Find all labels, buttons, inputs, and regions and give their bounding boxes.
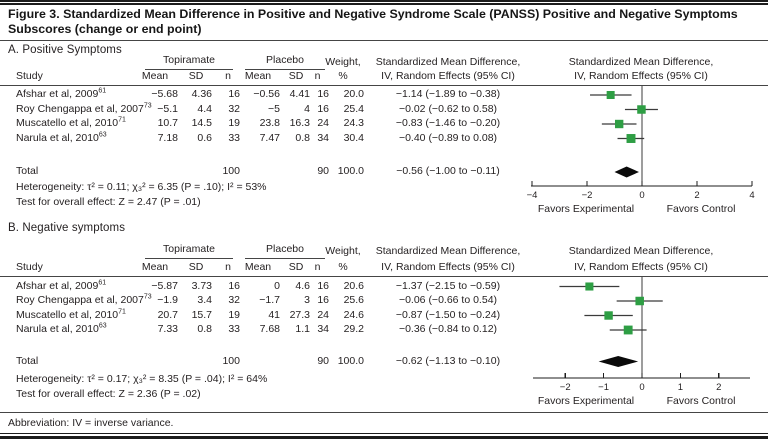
overall-effect-text: Test for overall effect: Z = 2.36 (P = .02) [16,388,201,400]
heterogeneity-text: Heterogeneity: τ² = 0.17; χ₃² = 8.35 (P = .04); I² = 64% [16,373,268,385]
study-row [0,280,768,294]
smd-col-header-line2: IV, Random Effects (95% CI) [381,261,515,273]
favors-experimental-label: Favors Experimental [537,203,635,215]
table-header-rule [0,276,768,277]
smd-ci-text: −0.83 (−1.46 to −0.20) [395,117,501,129]
study-name: Muscatello et al, 2010$^{71}$ [16,116,126,129]
topiramate-mean: 7.33 [157,323,178,335]
footer-rule [0,412,768,413]
placebo-n: 24 [317,308,329,321]
col-header-p_sd: SD [288,70,304,82]
favors-control-label: Favors Control [666,395,736,407]
placebo-mean: 7.47 [259,131,280,144]
topiramate-n: 32 [228,102,240,115]
weight-percent: 25.6 [343,294,364,306]
topiramate-sd: 14.5 [191,117,212,129]
topiramate-n: 19 [228,308,240,321]
plot-col-header-line2: IV, Random Effects (95% CI) [574,261,708,273]
col-header-t_sd: SD [188,261,204,273]
weight-percent: 24.6 [343,308,364,321]
plot-col-header-line1: Standardized Mean Difference, [568,56,714,68]
study-row [0,323,768,337]
study-name: Narula et al, 2010$^{63}$ [16,322,107,335]
col-header-p_mean: Mean [244,70,272,82]
panel-heading: B. Negative symptoms [8,222,126,234]
placebo-sd: 4.41 [289,88,310,100]
col-header-weight-2: % [338,70,348,82]
col-header-weight-1: Weight, [325,56,361,68]
topiramate-n: 32 [228,294,240,306]
total-placebo-n: 90 [317,165,329,177]
topiramate-mean: −5.1 [157,102,178,115]
total-weight: 100.0 [337,165,364,177]
reference-superscript: 63 [98,131,107,138]
smd-col-header-line1: Standardized Mean Difference, [375,56,521,68]
col-header-study: Study [16,261,43,273]
tick-label: 2 [716,382,722,393]
heterogeneity-text: Heterogeneity: τ² = 0.11; χ₃² = 6.35 (P = .10); I² = 53% [16,181,267,193]
col-header-t_n: n [225,70,231,82]
topiramate-sd: 0.8 [197,323,212,335]
tick-label: −2 [581,190,593,201]
placebo-sd: 4.6 [295,279,310,292]
study-name: Roy Chengappa et al, 2007$^{73}$ [16,293,152,306]
col-header-t_mean: Mean [141,261,169,273]
placebo-mean: −5 [268,102,280,115]
topiramate-sd: 4.36 [191,88,212,100]
tick-label: 0 [639,382,645,393]
panel-heading: A. Positive Symptoms [8,44,122,56]
reference-superscript: 61 [98,279,107,286]
favors-experimental-label: Favors Experimental [537,395,635,407]
placebo-sd: 16.3 [289,117,310,129]
placebo-n: 24 [317,117,329,129]
total-topiramate-n: 100 [222,165,240,177]
abbreviation-note: Abbreviation: IV = inverse variance. [8,417,174,429]
smd-ci-text: −0.36 (−0.84 to 0.12) [398,323,498,335]
tick-label: −2 [559,382,571,393]
col-header-p_n: n [314,261,321,273]
tick-label: −1 [598,382,610,393]
topiramate-sd: 3.73 [191,279,212,292]
weight-percent: 20.6 [343,279,364,292]
smd-ci-text: −1.14 (−1.89 to −0.38) [395,88,501,100]
placebo-sd: 1.1 [295,323,310,335]
topiramate-n: 33 [228,131,240,144]
col-header-weight-1: Weight, [325,245,361,257]
topiramate-sd: 15.7 [191,308,212,321]
topiramate-mean: 20.7 [157,308,178,321]
tick-label: −4 [526,190,538,201]
topiramate-n: 16 [228,279,240,292]
group-header-placebo: Placebo [245,54,325,70]
study-name: Afshar et al, 2009$^{61}$ [16,279,107,292]
placebo-mean: −0.56 [253,88,280,100]
placebo-n: 16 [317,279,329,292]
smd-ci-text: −0.02 (−0.62 to 0.58) [398,102,498,115]
placebo-sd: 4 [304,102,310,115]
topiramate-mean: 10.7 [157,117,178,129]
smd-col-header-line2: IV, Random Effects (95% CI) [381,70,515,82]
smd-ci-text: −0.87 (−1.50 to −0.24) [395,308,501,321]
weight-percent: 20.0 [343,88,364,100]
group-header-topiramate: Topiramate [145,243,233,259]
weight-percent: 25.4 [343,102,364,115]
placebo-sd: 0.8 [295,131,310,144]
reference-superscript: 71 [118,308,126,315]
topiramate-n: 16 [228,88,240,100]
smd-ci-text: −1.37 (−2.15 to −0.59) [395,279,501,292]
placebo-n: 34 [317,323,329,335]
topiramate-mean: 7.18 [157,131,178,144]
smd-col-header-line1: Standardized Mean Difference, [375,245,521,257]
reference-superscript: 71 [118,116,126,124]
placebo-mean: 41 [268,308,280,321]
reference-superscript: 73 [143,102,152,109]
placebo-mean: 7.68 [259,323,280,335]
study-name: Narula et al, 2010$^{63}$ [16,131,107,144]
topiramate-sd: 4.4 [197,102,212,115]
figure-title: Figure 3. Standardized Mean Difference in Positive and Negative Syndrome Scale (PANSS) Positive and Negative Symptoms Subscores (change or end point) [8,7,738,36]
topiramate-sd: 3.4 [197,294,212,306]
placebo-mean: 0 [274,279,280,292]
group-header-placebo: Placebo [245,243,325,259]
placebo-n: 34 [317,131,329,144]
total-smd-ci-text: −0.56 (−1.00 to −0.11) [396,165,500,177]
smd-ci-text: −0.06 (−0.66 to 0.54) [398,294,498,306]
bottom-border [0,433,768,439]
total-weight: 100.0 [337,354,364,367]
study-name: Muscatello et al, 2010$^{71}$ [16,308,126,321]
placebo-mean: −1.7 [259,294,280,306]
total-placebo-n: 90 [317,354,329,367]
col-header-p_n: n [314,70,321,82]
col-header-study: Study [16,70,43,82]
study-row [0,309,768,323]
topiramate-mean: −1.9 [157,294,178,306]
placebo-mean: 23.8 [259,117,280,129]
tick-label: 1 [677,382,684,393]
total-row [0,355,768,369]
smd-ci-text: −0.40 (−0.89 to 0.08) [398,131,498,144]
study-name: Afshar et al, 2009$^{61}$ [16,87,107,100]
study-row [0,294,768,308]
group-header-topiramate: Topiramate [145,54,233,70]
placebo-sd: 27.3 [289,308,310,321]
reference-superscript: 73 [143,293,152,301]
plot-col-header-line1: Standardized Mean Difference, [568,245,714,257]
placebo-n: 16 [317,88,329,100]
total-label: Total [16,354,39,367]
tick-label: 4 [749,190,755,201]
weight-percent: 30.4 [343,131,364,144]
weight-percent: 29.2 [343,323,364,335]
col-header-t_mean: Mean [141,70,169,82]
total-topiramate-n: 100 [222,354,240,367]
topiramate-n: 33 [228,323,240,335]
total-smd-ci-text: −0.62 (−1.13 to −0.10) [395,354,501,367]
col-header-p_sd: SD [288,261,304,273]
reference-superscript: 61 [98,87,107,95]
tick-label: 0 [639,190,645,201]
col-header-t_sd: SD [188,70,204,82]
col-header-p_mean: Mean [244,261,272,273]
placebo-n: 16 [317,294,329,306]
weight-percent: 24.3 [343,117,364,129]
topiramate-sd: 0.6 [197,131,212,144]
placebo-sd: 3 [304,294,310,306]
favors-control-label: Favors Control [666,203,736,215]
overall-effect-text: Test for overall effect: Z = 2.47 (P = .01) [16,196,201,208]
topiramate-mean: −5.87 [151,279,178,292]
col-header-t_n: n [225,261,231,273]
topiramate-mean: −5.68 [151,88,178,100]
study-name: Roy Chengappa et al, 2007$^{73}$ [16,102,152,115]
topiramate-n: 19 [228,117,240,129]
total-label: Total [16,165,39,177]
col-header-weight-2: % [338,261,348,273]
placebo-n: 16 [317,102,329,115]
reference-superscript: 63 [98,322,107,330]
tick-label: 2 [694,190,700,201]
plot-col-header-line2: IV, Random Effects (95% CI) [574,70,708,82]
